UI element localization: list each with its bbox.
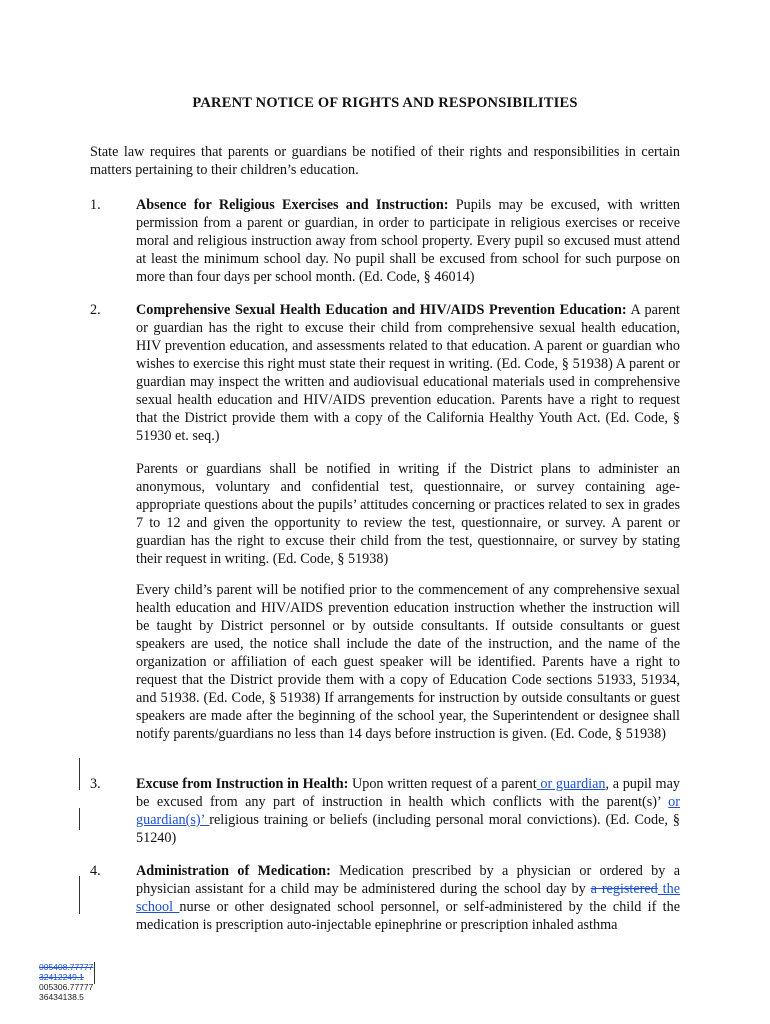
revision-bar	[94, 962, 95, 984]
footer-id-1: 005306.77777	[39, 982, 94, 992]
inserted-text: the school	[136, 881, 681, 915]
footer-deleted-id-1: 005408.77777	[39, 962, 94, 972]
section-3-number: 3.	[90, 776, 101, 792]
section-2-paragraph-3: Every child’s parent will be notified prior to the commencement of any comprehensive sexual health education and HIV/AIDS prevention education instruction whether the instruction will be taught by District personnel or by outside consultants. If outside consultants or guest speakers are used, the notice shall include the date of the instruction, and the name of the organization or affiliation of each guest speaker will be identified. Parents have a right to request that the District provide them with a copy of Education Code sections 51933, 51934, and 51938. (Ed. Code, § 51938) If arrangements for instruction by outside consultants or guest speakers are made after the beginning of the school year, the Superintendent or designee shall notify parents/guardians no less than 14 days before instruction is given. (Ed. Code, § 51938)	[136, 582, 680, 742]
footer-deleted-id-2: 32412249.1	[39, 972, 84, 982]
revision-bar	[79, 876, 80, 914]
section-3-heading: Excuse from Instruction in Health:	[136, 776, 349, 792]
section-2-number: 2.	[90, 302, 101, 318]
document-id-footer	[39, 962, 93, 1002]
section-2-paragraph-2: Parents or guardians shall be notified in writing if the District plans to administer an anonymous, voluntary and confidential test, questionnaire, or survey containing age-appropriate questions about the pupils’ attitudes concerning or practices related to sex in grades 7 to 12 and given the opportunity to review the test, questionnaire, or survey. A parent or guardian has the right to excuse their child from the test, questionnaire, or survey by stating their request in writing. (Ed. Code, § 51938)	[136, 461, 680, 567]
section-4-text-a: Medication prescribed by a physician or ordered by a physician assistant for a child may be administered during the school day by	[136, 863, 680, 897]
revision-bar	[79, 808, 80, 830]
section-2-text: A parent or guardian has the right to excuse their child from comprehensive sexual health education, HIV prevention education, and assessments related to that education. A parent or guardian who wishes to exercise this right must state their request in writing. (Ed. Code, § 51938) A parent or guardian may inspect the written and audiovisual educational materials used in comprehensive sexual health education and HIV/AIDS prevention education. Parents have a right to request that the District provide them with a copy of the California Healthy Youth Act. (Ed. Code, § 51930 et. seq.)	[136, 302, 680, 444]
revision-bar	[79, 758, 80, 790]
section-2-heading: Comprehensive Sexual Health Education and HIV/AIDS Prevention Education:	[136, 302, 627, 318]
deleted-text: a registered	[590, 881, 658, 897]
section-3-text-c: religious training or beliefs (including personal moral convictions). (Ed. Code, § 51240)	[136, 812, 680, 846]
section-4-heading: Administration of Medication:	[136, 863, 331, 879]
intro-paragraph: State law requires that parents or guardians be notified of their rights and responsibilities in certain matters pertaining to their children’s education.	[90, 144, 680, 178]
section-3-text-a: Upon written request of a parent	[348, 776, 537, 792]
section-1-heading: Absence for Religious Exercises and Instruction:	[136, 197, 449, 213]
section-1-paragraph	[136, 196, 680, 286]
document-title: PARENT NOTICE OF RIGHTS AND RESPONSIBILITIES	[192, 95, 578, 111]
section-2-paragraph	[136, 301, 680, 445]
section-4-text-b: nurse or other designated school personnel, or self-administered by the child if the medication is prescription auto-injectable epinephrine or prescription inhaled asthma	[136, 899, 680, 933]
section-1-text: Pupils may be excused, with written permission from a parent or guardian, in order to participate in religious exercises or receive moral and religious instruction away from school property. Every pupil so excused must attend at least the minimum school day. No pupil shall be excused from school for such purpose on more than four days per school month. (Ed. Code, § 46014)	[136, 197, 680, 285]
section-4-paragraph	[136, 862, 680, 934]
inserted-text: or guardian(s)’	[136, 794, 680, 828]
inserted-text: or guardian	[536, 776, 606, 792]
section-3-text-b: , a pupil may be excused from any part of instruction in health which conflicts with the parent(s)’	[136, 776, 680, 810]
section-3-paragraph	[136, 775, 680, 847]
section-1-number: 1.	[90, 197, 101, 213]
section-4-number: 4.	[90, 863, 101, 879]
footer-id-2: 36434138.5	[39, 992, 84, 1002]
